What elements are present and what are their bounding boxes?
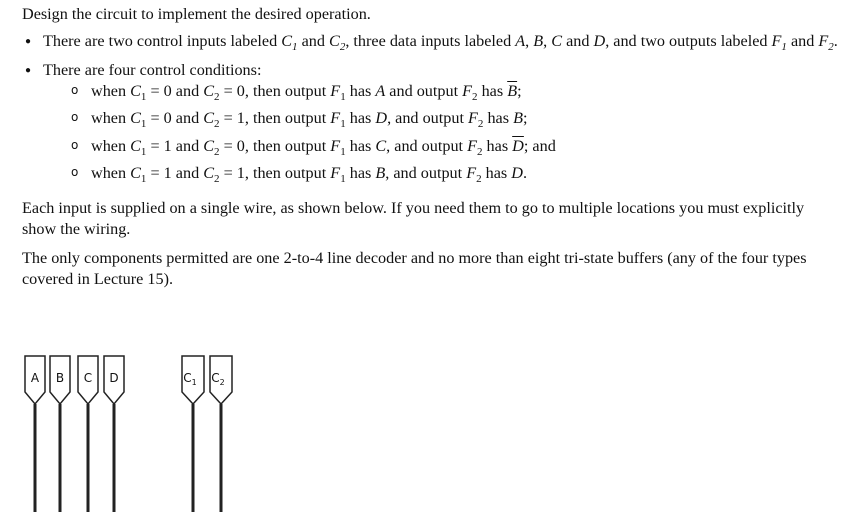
- wiring-note: Each input is supplied on a single wire, as shown below. If you need them to go to multiple locations you must explicitly show the wiring.: [22, 199, 805, 239]
- condition-item-4: o when $C_1 = 1$ and $C_2 = 1$, then output $F_1$ has B, and output $F_2$ has D.: [69, 163, 842, 190]
- pin-label-c1: $C_1$: [183, 371, 197, 387]
- condition-item-3: o when $C_1 = 1$ and $C_2 = 0$, then output $F_1$ has C, and output $F_2$ has $\overline{D}$; and: [69, 136, 842, 163]
- pin-label-b: B: [55, 371, 65, 385]
- pin-label-a: A: [30, 371, 40, 385]
- bullet-control-conditions: ● There are four control conditions: o when $C_1 = 0$ and $C_2 = 0$, then output $F_1$ has A and output $F_2$ has $\overline{B}$; o when $C_1 = 0$ and $C_2 = 1$, then output $F_1$ has D, and output $F_2$ has B; o when $C_1 = 1$ and $C_2 = 0$, then output $F_1$ has C, and output $F_2$ has $\overline{D}$; and o when $C_1 = 1$ and $C_2 = 1$, then output $F_1$ has B, and output $F_2$ has D.: [22, 60, 842, 190]
- pin-label-d: D: [109, 371, 119, 385]
- condition-item-1: o when $C_1 = 0$ and $C_2 = 0$, then output $F_1$ has A and output $F_2$ has $\overline{B}$;: [69, 81, 842, 108]
- condition-item-2: o when $C_1 = 0$ and $C_2 = 1$, then output $F_1$ has D, and output $F_2$ has B;: [69, 108, 842, 135]
- pin-label-c2: $C_2$: [211, 371, 225, 387]
- components-note: The only components permitted are one 2-to-4 line decoder and no more than eight tri-state buffers (any of the four types covered in Lecture 15).: [22, 249, 807, 289]
- bullet-inputs-outputs: ● There are two control inputs labeled $C_1$ and $C_2$, three data inputs labeled A, B, C and D, and two outputs labeled $F_1$ and $F_2$.: [22, 31, 842, 58]
- pin-label-c: C: [83, 371, 93, 385]
- intro-line: Design the circuit to implement the desired operation.: [22, 5, 371, 23]
